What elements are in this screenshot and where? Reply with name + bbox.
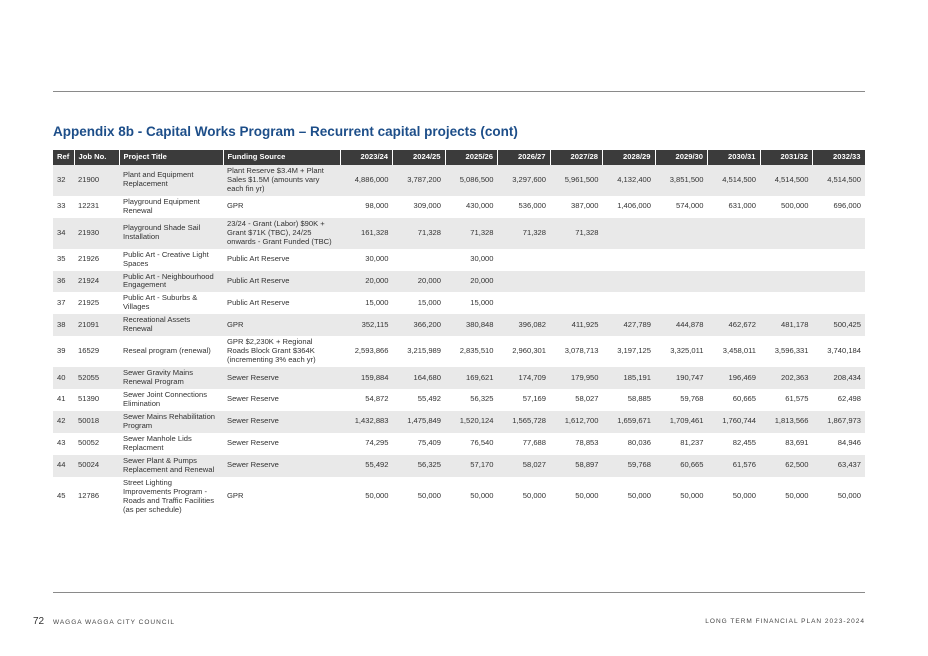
- table-row: [53, 218, 865, 249]
- table-cell: 74,295: [340, 433, 393, 455]
- table-cell: [498, 249, 551, 271]
- table-cell: 5,086,500: [445, 165, 498, 196]
- table-cell: 574,000: [655, 196, 708, 218]
- table-cell: [655, 292, 708, 314]
- table-cell: 1,813,566: [760, 411, 813, 433]
- table-cell: 39: [53, 336, 74, 367]
- table-cell: 12231: [74, 196, 119, 218]
- table-row: [53, 314, 865, 336]
- table-cell: 50,000: [760, 477, 813, 517]
- table-cell: 30,000: [445, 249, 498, 271]
- table-cell: 21930: [74, 218, 119, 249]
- column-header: 2025/26: [445, 150, 498, 165]
- table-cell: 536,000: [498, 196, 551, 218]
- table-cell: [603, 218, 656, 249]
- table-cell: Plant Reserve $3.4M + Plant Sales $1.5M (amounts vary each fin yr): [223, 165, 340, 196]
- table-cell: [655, 249, 708, 271]
- table-cell: 57,170: [445, 455, 498, 477]
- table-cell: 44: [53, 455, 74, 477]
- table-cell: 1,406,000: [603, 196, 656, 218]
- table-cell: 59,768: [603, 455, 656, 477]
- table-row: [53, 165, 865, 196]
- column-header: 2032/33: [813, 150, 866, 165]
- table-cell: 80,036: [603, 433, 656, 455]
- table-cell: 71,328: [498, 218, 551, 249]
- table-cell: 3,297,600: [498, 165, 551, 196]
- table-cell: 696,000: [813, 196, 866, 218]
- table-cell: Street Lighting Improvements Program - Roads and Traffic Facilities (as per schedule): [119, 477, 223, 517]
- table-cell: Sewer Gravity Mains Renewal Program: [119, 367, 223, 389]
- table-cell: 59,768: [655, 389, 708, 411]
- table-cell: [655, 271, 708, 293]
- table-cell: 45: [53, 477, 74, 517]
- table-cell: 1,612,700: [550, 411, 603, 433]
- table-cell: 82,455: [708, 433, 761, 455]
- table-cell: 50,000: [550, 477, 603, 517]
- table-cell: 366,200: [393, 314, 446, 336]
- table-cell: 84,946: [813, 433, 866, 455]
- table-cell: 21900: [74, 165, 119, 196]
- table-cell: 190,747: [655, 367, 708, 389]
- table-cell: 1,709,461: [655, 411, 708, 433]
- table-cell: 179,950: [550, 367, 603, 389]
- table-cell: 1,432,883: [340, 411, 393, 433]
- table-cell: Playground Shade Sail Installation: [119, 218, 223, 249]
- table-cell: Sewer Reserve: [223, 433, 340, 455]
- table-cell: [708, 292, 761, 314]
- table-cell: [760, 249, 813, 271]
- column-header: 2031/32: [760, 150, 813, 165]
- table-cell: 50,000: [813, 477, 866, 517]
- table-cell: 1,760,744: [708, 411, 761, 433]
- table-cell: [498, 271, 551, 293]
- table-cell: [603, 249, 656, 271]
- table-cell: Public Art - Creative Light Spaces: [119, 249, 223, 271]
- table-cell: 196,469: [708, 367, 761, 389]
- column-header: 2028/29: [603, 150, 656, 165]
- table-cell: [550, 271, 603, 293]
- table-cell: 309,000: [393, 196, 446, 218]
- table-cell: 71,328: [550, 218, 603, 249]
- table-cell: Public Art Reserve: [223, 249, 340, 271]
- table-cell: Sewer Reserve: [223, 389, 340, 411]
- column-header: 2026/27: [498, 150, 551, 165]
- table-cell: 56,325: [445, 389, 498, 411]
- table-cell: 63,437: [813, 455, 866, 477]
- table-cell: [603, 271, 656, 293]
- table-cell: 50,000: [445, 477, 498, 517]
- table-cell: 1,475,849: [393, 411, 446, 433]
- table-cell: 4,514,500: [708, 165, 761, 196]
- table-row: [53, 433, 865, 455]
- table-cell: [813, 292, 866, 314]
- table-cell: 16529: [74, 336, 119, 367]
- column-header: Ref: [53, 150, 74, 165]
- table-cell: Public Art - Neighbourhood Engagement: [119, 271, 223, 293]
- table-cell: [550, 249, 603, 271]
- table-cell: 1,867,973: [813, 411, 866, 433]
- table-cell: 164,680: [393, 367, 446, 389]
- table-cell: 41: [53, 389, 74, 411]
- column-header: 2023/24: [340, 150, 393, 165]
- table-cell: 36: [53, 271, 74, 293]
- capital-works-table: [53, 150, 866, 516]
- footer-left: [33, 616, 175, 627]
- table-cell: 2,593,866: [340, 336, 393, 367]
- table-cell: 1,520,124: [445, 411, 498, 433]
- table-cell: 161,328: [340, 218, 393, 249]
- table-cell: 1,565,728: [498, 411, 551, 433]
- table-cell: 38: [53, 314, 74, 336]
- table-cell: 78,853: [550, 433, 603, 455]
- top-rule: [53, 91, 865, 92]
- table-cell: 50018: [74, 411, 119, 433]
- table-cell: 61,575: [760, 389, 813, 411]
- table-cell: 50,000: [603, 477, 656, 517]
- table-cell: 50,000: [340, 477, 393, 517]
- table-cell: 71,328: [445, 218, 498, 249]
- table-cell: 15,000: [393, 292, 446, 314]
- table-cell: 396,082: [498, 314, 551, 336]
- table-cell: 4,514,500: [760, 165, 813, 196]
- table-cell: 37: [53, 292, 74, 314]
- table-cell: 62,500: [760, 455, 813, 477]
- table-cell: 2,835,510: [445, 336, 498, 367]
- table-cell: 58,027: [550, 389, 603, 411]
- table-cell: Playground Equipment Renewal: [119, 196, 223, 218]
- table-cell: 50,000: [655, 477, 708, 517]
- table-cell: [760, 292, 813, 314]
- table-cell: 185,191: [603, 367, 656, 389]
- table-cell: 83,691: [760, 433, 813, 455]
- table-row: [53, 249, 865, 271]
- table-cell: [813, 218, 866, 249]
- page-title: Appendix 8b - Capital Works Program – Recurrent capital projects (cont): [53, 124, 518, 139]
- table-cell: Sewer Reserve: [223, 411, 340, 433]
- table-cell: [603, 292, 656, 314]
- table-cell: 3,078,713: [550, 336, 603, 367]
- table-cell: 57,169: [498, 389, 551, 411]
- table-cell: 42: [53, 411, 74, 433]
- table-cell: 60,665: [655, 455, 708, 477]
- table-cell: 4,132,400: [603, 165, 656, 196]
- column-header: 2027/28: [550, 150, 603, 165]
- table-cell: 481,178: [760, 314, 813, 336]
- table-cell: 76,540: [445, 433, 498, 455]
- table-cell: 60,665: [708, 389, 761, 411]
- table-cell: 4,886,000: [340, 165, 393, 196]
- table-cell: GPR $2,230K + Regional Roads Block Grant $364K (incrementing 3% each yr): [223, 336, 340, 367]
- table-cell: 58,027: [498, 455, 551, 477]
- table-cell: Public Art Reserve: [223, 292, 340, 314]
- table-cell: 352,115: [340, 314, 393, 336]
- table-cell: [708, 271, 761, 293]
- table-cell: 21924: [74, 271, 119, 293]
- table-cell: 56,325: [393, 455, 446, 477]
- table-cell: Plant and Equipment Replacement: [119, 165, 223, 196]
- table-cell: 387,000: [550, 196, 603, 218]
- table-cell: 1,659,671: [603, 411, 656, 433]
- table-cell: 3,740,184: [813, 336, 866, 367]
- table-cell: 21926: [74, 249, 119, 271]
- table-cell: 631,000: [708, 196, 761, 218]
- table-cell: 20,000: [340, 271, 393, 293]
- table-cell: 500,000: [760, 196, 813, 218]
- table-cell: 430,000: [445, 196, 498, 218]
- column-header: 2029/30: [655, 150, 708, 165]
- table-cell: 427,789: [603, 314, 656, 336]
- table-cell: 33: [53, 196, 74, 218]
- bottom-rule: [53, 592, 865, 593]
- table-cell: 58,885: [603, 389, 656, 411]
- table-cell: Public Art Reserve: [223, 271, 340, 293]
- table-cell: 3,458,011: [708, 336, 761, 367]
- table-cell: 71,328: [393, 218, 446, 249]
- footer-doc-title: LONG TERM FINANCIAL PLAN 2023-2024: [705, 618, 865, 625]
- table-cell: 50024: [74, 455, 119, 477]
- table-cell: [550, 292, 603, 314]
- table-cell: 34: [53, 218, 74, 249]
- table-cell: Public Art - Suburbs & Villages: [119, 292, 223, 314]
- table-row: [53, 271, 865, 293]
- table-cell: 51390: [74, 389, 119, 411]
- table-cell: [498, 292, 551, 314]
- table-row: [53, 411, 865, 433]
- table-cell: Sewer Mains Rehabilitation Program: [119, 411, 223, 433]
- table-cell: 5,961,500: [550, 165, 603, 196]
- table-cell: 380,848: [445, 314, 498, 336]
- table-cell: 202,363: [760, 367, 813, 389]
- table-cell: 20,000: [393, 271, 446, 293]
- table-cell: 3,325,011: [655, 336, 708, 367]
- table-cell: 50,000: [498, 477, 551, 517]
- table-cell: 58,897: [550, 455, 603, 477]
- table-cell: GPR: [223, 196, 340, 218]
- table-cell: 500,425: [813, 314, 866, 336]
- column-header: Funding Source: [223, 150, 340, 165]
- table-cell: [393, 249, 446, 271]
- table-cell: 30,000: [340, 249, 393, 271]
- table-cell: 462,672: [708, 314, 761, 336]
- table-cell: 32: [53, 165, 74, 196]
- table-cell: [760, 218, 813, 249]
- table-cell: 43: [53, 433, 74, 455]
- table-cell: [708, 218, 761, 249]
- table-cell: GPR: [223, 314, 340, 336]
- table-cell: 15,000: [445, 292, 498, 314]
- table-row: [53, 292, 865, 314]
- table-cell: 174,709: [498, 367, 551, 389]
- table-cell: 21091: [74, 314, 119, 336]
- table-cell: 12786: [74, 477, 119, 517]
- table-cell: 35: [53, 249, 74, 271]
- table-cell: 208,434: [813, 367, 866, 389]
- table-row: [53, 389, 865, 411]
- table-cell: Recreational Assets Renewal: [119, 314, 223, 336]
- table-cell: 21925: [74, 292, 119, 314]
- table-cell: 55,492: [393, 389, 446, 411]
- table-cell: 3,215,989: [393, 336, 446, 367]
- table-cell: [813, 249, 866, 271]
- page-number: 72: [33, 616, 45, 627]
- table-cell: [813, 271, 866, 293]
- table-cell: GPR: [223, 477, 340, 517]
- table-row: [53, 455, 865, 477]
- table-cell: Sewer Plant & Pumps Replacement and Renewal: [119, 455, 223, 477]
- table-header-row: [53, 150, 865, 165]
- table-cell: 3,596,331: [760, 336, 813, 367]
- table-cell: 54,872: [340, 389, 393, 411]
- column-header: 2030/31: [708, 150, 761, 165]
- table-cell: 40: [53, 367, 74, 389]
- table-row: [53, 367, 865, 389]
- column-header: 2024/25: [393, 150, 446, 165]
- table-cell: 75,409: [393, 433, 446, 455]
- table-cell: 20,000: [445, 271, 498, 293]
- table-cell: 55,492: [340, 455, 393, 477]
- table-cell: Reseal program (renewal): [119, 336, 223, 367]
- table-cell: 3,851,500: [655, 165, 708, 196]
- column-header: Job No.: [74, 150, 119, 165]
- table-cell: 50,000: [393, 477, 446, 517]
- table-cell: 2,960,301: [498, 336, 551, 367]
- table-cell: 81,237: [655, 433, 708, 455]
- table-cell: 23/24 - Grant (Labor) $90K + Grant $71K (TBC), 24/25 onwards - Grant Funded (TBC): [223, 218, 340, 249]
- table-row: [53, 196, 865, 218]
- table-cell: 50,000: [708, 477, 761, 517]
- table-cell: 3,197,125: [603, 336, 656, 367]
- table-cell: 4,514,500: [813, 165, 866, 196]
- table-cell: 50052: [74, 433, 119, 455]
- table-cell: 98,000: [340, 196, 393, 218]
- column-header: Project Title: [119, 150, 223, 165]
- table-cell: [708, 249, 761, 271]
- footer-org: WAGGA WAGGA CITY COUNCIL: [52, 619, 175, 626]
- table-cell: 77,688: [498, 433, 551, 455]
- table-cell: Sewer Reserve: [223, 455, 340, 477]
- table-cell: [655, 218, 708, 249]
- table-cell: 169,621: [445, 367, 498, 389]
- table-cell: 61,576: [708, 455, 761, 477]
- table-cell: Sewer Manhole Lids Replacment: [119, 433, 223, 455]
- table-cell: 52055: [74, 367, 119, 389]
- table-row: [53, 477, 865, 517]
- table-cell: Sewer Reserve: [223, 367, 340, 389]
- table-cell: 411,925: [550, 314, 603, 336]
- table-cell: 159,884: [340, 367, 393, 389]
- table-body: [53, 165, 865, 516]
- table-cell: [760, 271, 813, 293]
- table-cell: 62,498: [813, 389, 866, 411]
- table-row: [53, 336, 865, 367]
- table-cell: Sewer Joint Connections Elimination: [119, 389, 223, 411]
- table-cell: 3,787,200: [393, 165, 446, 196]
- table-cell: 444,878: [655, 314, 708, 336]
- table-cell: 15,000: [340, 292, 393, 314]
